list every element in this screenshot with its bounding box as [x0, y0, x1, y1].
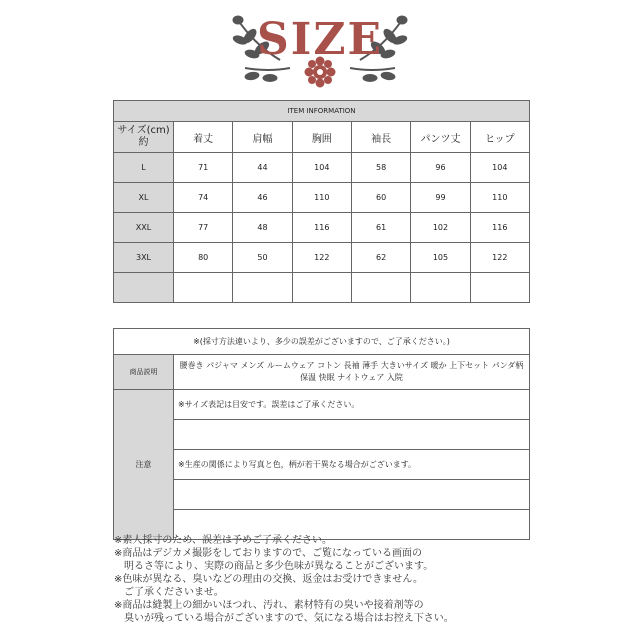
table-row: [114, 183, 530, 213]
empty-cell: [351, 273, 410, 303]
table-cell: 110: [292, 183, 351, 213]
table-cell: 104: [292, 153, 351, 183]
table-cell: 71: [174, 153, 233, 183]
table-row: [114, 243, 530, 273]
empty-cell: [470, 273, 529, 303]
table-cell: 58: [351, 153, 410, 183]
empty-cell: [411, 273, 470, 303]
info-title: ITEM INFORMATION: [114, 101, 530, 122]
footer-line: ※素人採寸のため、誤差は予めご了承ください。: [114, 535, 332, 546]
product-description: 腰巻き パジャマ メンズ ルームウェア コトン 長袖 薄手 大きいサイズ 暖か 上下セット パンダ柄 保温 快眠 ナイトウェア 入院: [174, 355, 530, 390]
table-cell: 61: [351, 213, 410, 243]
column-header: ヒップ: [470, 122, 529, 153]
footer-line: ※商品は縫製上の細かいほつれ、汚れ、素材特有の臭いや接着剤等の: [114, 600, 424, 611]
corner-label: サイズ(cm) 約: [114, 122, 174, 153]
table-cell: 74: [174, 183, 233, 213]
column-header-row: [114, 122, 530, 153]
table-cell: 116: [470, 213, 529, 243]
table-cell: 104: [470, 153, 529, 183]
table-cell: 77: [174, 213, 233, 243]
table-cell: 48: [233, 213, 292, 243]
column-header: パンツ丈: [411, 122, 470, 153]
caution-item: ※生産の関係により写真と色，柄が若干異なる場合がございます。: [174, 450, 530, 480]
size-header: [0, 0, 640, 100]
table-cell: 102: [411, 213, 470, 243]
table-cell: 116: [292, 213, 351, 243]
table-row: [114, 153, 530, 183]
empty-cell: [174, 273, 233, 303]
table-cell: 62: [351, 243, 410, 273]
table-cell: 50: [233, 243, 292, 273]
size-label: 3XL: [114, 243, 174, 273]
column-header: 袖長: [351, 122, 410, 153]
caution-label: 注意: [114, 390, 174, 540]
column-header: 着丈: [174, 122, 233, 153]
table-cell: 60: [351, 183, 410, 213]
footer-line: ※色味が異なる、臭いなどの理由の交換、返金はお受けできません。: [114, 574, 423, 585]
size-label: L: [114, 153, 174, 183]
caution-item: [174, 420, 530, 450]
page-title: SIZE: [256, 14, 383, 65]
empty-cell: [233, 273, 292, 303]
table-cell: 122: [292, 243, 351, 273]
footer-line: ※商品はデジカメ撮影をしておりますので、ご覧になっている画面の: [114, 548, 422, 559]
caution-item: [174, 480, 530, 510]
table-cell: 44: [233, 153, 292, 183]
description-label: 商品説明: [114, 355, 174, 390]
caution-item: ※サイズ表記は目安です。誤差はご了承ください。: [174, 390, 530, 420]
footer-line: ご了承くださいませ。: [114, 587, 224, 598]
column-header: 肩幅: [233, 122, 292, 153]
empty-cell: [292, 273, 351, 303]
table-cell: 46: [233, 183, 292, 213]
size-table: [113, 100, 530, 303]
table-cell: 110: [470, 183, 529, 213]
notes-table: [113, 328, 530, 540]
table-cell: 105: [411, 243, 470, 273]
empty-row: [114, 273, 530, 303]
column-header: 胸囲: [292, 122, 351, 153]
size-label: XL: [114, 183, 174, 213]
size-label: XXL: [114, 213, 174, 243]
table-cell: 96: [411, 153, 470, 183]
footer-line: 臭いが残っている場合がございますので、気になる場合はお控え下さい。: [114, 613, 454, 624]
footer-notes: [114, 534, 534, 625]
table-cell: 99: [411, 183, 470, 213]
table-cell: 122: [470, 243, 529, 273]
table-row: [114, 213, 530, 243]
footer-line: 明るさ等により、実際の商品と多少色味が異なることがございます。: [114, 561, 434, 572]
info-title-row: [114, 101, 530, 122]
table-cell: 80: [174, 243, 233, 273]
empty-cell: [114, 273, 174, 303]
measure-note: ※(採寸方法違いより、多少の誤差がございますので、ご了承ください。): [114, 329, 530, 355]
